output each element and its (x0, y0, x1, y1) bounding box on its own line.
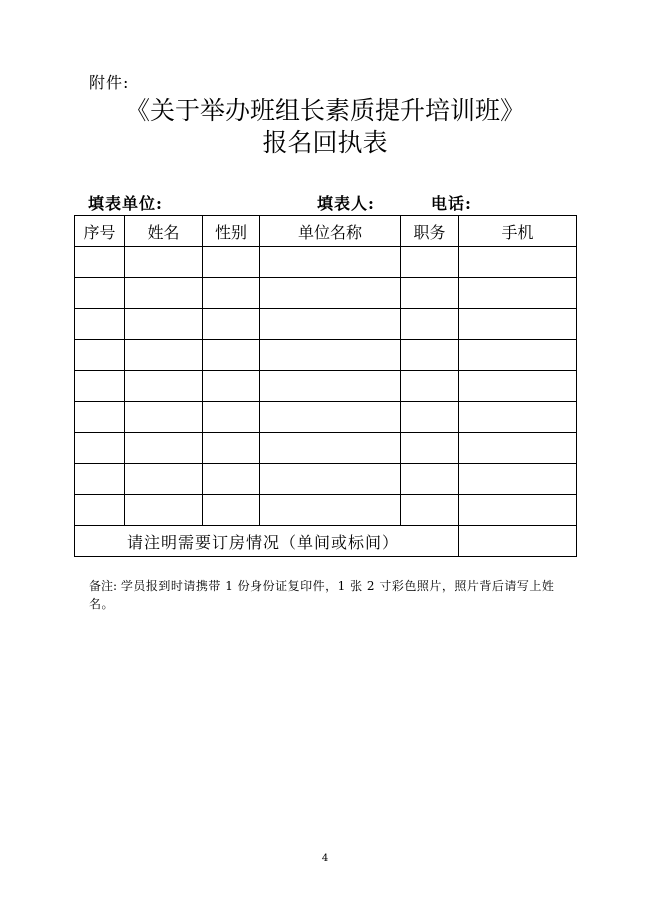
cell-gender[interactable] (203, 340, 260, 371)
cell-unit-name[interactable] (260, 247, 401, 278)
cell-name[interactable] (125, 371, 203, 402)
cell-gender[interactable] (203, 309, 260, 340)
cell-mobile[interactable] (459, 433, 577, 464)
cell-mobile[interactable] (459, 371, 577, 402)
cell-position[interactable] (401, 309, 459, 340)
cell-position[interactable] (401, 340, 459, 371)
document-title: 《关于举办班组长素质提升培训班》 (124, 96, 525, 125)
cell-position[interactable] (401, 402, 459, 433)
cell-position[interactable] (401, 464, 459, 495)
cell-unit-name[interactable] (260, 278, 401, 309)
header-unit-name: 单位名称 (260, 216, 401, 247)
cell-name[interactable] (125, 309, 203, 340)
cell-mobile[interactable] (459, 402, 577, 433)
cell-index[interactable] (75, 495, 125, 526)
cell-gender[interactable] (203, 464, 260, 495)
cell-mobile[interactable] (459, 309, 577, 340)
note-label: 备注: (89, 579, 118, 593)
table-row (75, 278, 577, 309)
cell-index[interactable] (75, 309, 125, 340)
cell-unit-name[interactable] (260, 371, 401, 402)
cell-name[interactable] (125, 402, 203, 433)
cell-unit-name[interactable] (260, 464, 401, 495)
cell-index[interactable] (75, 371, 125, 402)
note-text: 学员报到时请携带 1 份身份证复印件，1 张 2 寸彩色照片，照片背后请写上姓名。 (89, 579, 555, 611)
cell-index[interactable] (75, 278, 125, 309)
cell-name[interactable] (125, 495, 203, 526)
cell-gender[interactable] (203, 371, 260, 402)
table-row (75, 464, 577, 495)
header-gender: 性别 (203, 216, 260, 247)
table-row (75, 340, 577, 371)
cell-unit-name[interactable] (260, 402, 401, 433)
cell-gender[interactable] (203, 495, 260, 526)
cell-name[interactable] (125, 247, 203, 278)
room-request-label: 请注明需要订房情况（单间或标间） (75, 526, 459, 557)
cell-unit-name[interactable] (260, 433, 401, 464)
table-row (75, 495, 577, 526)
cell-gender[interactable] (203, 247, 260, 278)
cell-name[interactable] (125, 433, 203, 464)
cell-mobile[interactable] (459, 247, 577, 278)
cell-index[interactable] (75, 464, 125, 495)
header-position: 职务 (401, 216, 459, 247)
cell-position[interactable] (401, 278, 459, 309)
cell-mobile[interactable] (459, 340, 577, 371)
cell-position[interactable] (401, 247, 459, 278)
cell-mobile[interactable] (459, 464, 577, 495)
note (89, 577, 569, 613)
page-number: 4 (321, 853, 329, 864)
attachment-label: 附件: (89, 73, 130, 92)
room-request-row (75, 526, 577, 557)
unit-label: 填表单位: (88, 194, 163, 213)
cell-index[interactable] (75, 402, 125, 433)
cell-position[interactable] (401, 433, 459, 464)
cell-position[interactable] (401, 371, 459, 402)
table-row (75, 402, 577, 433)
header-index: 序号 (75, 216, 125, 247)
cell-name[interactable] (125, 278, 203, 309)
room-request-cell[interactable] (459, 526, 577, 557)
filler-label: 填表人: (317, 194, 375, 213)
cell-gender[interactable] (203, 278, 260, 309)
registration-table (74, 215, 577, 557)
cell-unit-name[interactable] (260, 340, 401, 371)
cell-index[interactable] (75, 433, 125, 464)
table-row (75, 433, 577, 464)
cell-gender[interactable] (203, 402, 260, 433)
cell-position[interactable] (401, 495, 459, 526)
table-row (75, 247, 577, 278)
cell-name[interactable] (125, 464, 203, 495)
table-row (75, 371, 577, 402)
cell-gender[interactable] (203, 433, 260, 464)
cell-unit-name[interactable] (260, 309, 401, 340)
header-mobile: 手机 (459, 216, 577, 247)
cell-index[interactable] (75, 340, 125, 371)
cell-mobile[interactable] (459, 495, 577, 526)
cell-index[interactable] (75, 247, 125, 278)
cell-mobile[interactable] (459, 278, 577, 309)
phone-label: 电话: (431, 194, 472, 213)
cell-name[interactable] (125, 340, 203, 371)
header-name: 姓名 (125, 216, 203, 247)
document-subtitle: 报名回执表 (262, 128, 388, 157)
cell-unit-name[interactable] (260, 495, 401, 526)
table-row (75, 309, 577, 340)
header-row (75, 216, 577, 247)
